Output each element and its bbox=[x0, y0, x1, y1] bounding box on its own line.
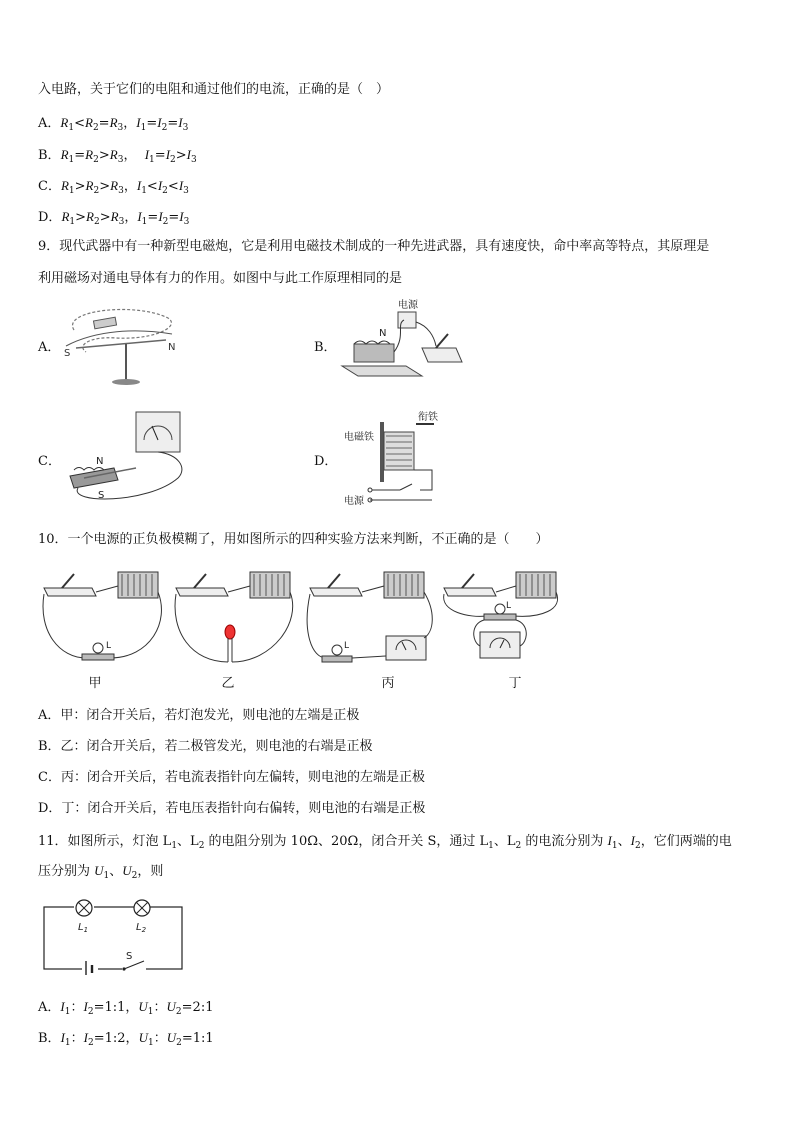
q9-option-c-letter: C． bbox=[38, 454, 61, 469]
q11-option-b: B．$I_1$：$I_2=1:2$，$U_1$：$U_2=1:1$ bbox=[38, 1030, 214, 1048]
q11-circuit-diagram bbox=[40, 895, 190, 975]
q10-option-a: A．甲：闭合开关后，若灯泡发光，则电池的左端是正极 bbox=[38, 708, 360, 723]
q10-caption-jia: 甲 bbox=[88, 676, 102, 691]
q8-option-c: C．$R_1>R_2>R_3$，$I_1<I_2<I_3$ bbox=[38, 178, 189, 196]
q10-figure-jia bbox=[40, 562, 166, 674]
q11-l1-label: $L_1$ bbox=[78, 922, 89, 934]
q10-bing-lamp-label: L bbox=[344, 641, 350, 651]
q9-fig-b-source-label: 电源 bbox=[398, 300, 418, 311]
q10-stem: 10．一个电源的正负极模糊了，用如图所示的四种实验方法来判断，不正确的是（ ） bbox=[38, 532, 549, 547]
q10-figure-bing bbox=[302, 562, 434, 674]
q9-option-b-letter: B． bbox=[314, 340, 337, 355]
q9-fig-a-n-label: N bbox=[168, 342, 176, 353]
q8-option-a: A．$R_1<R_2=R_3$，$I_1=I_2=I_3$ bbox=[38, 115, 189, 133]
q8-option-d: D．$R_1>R_2>R_3$，$I_1=I_2=I_3$ bbox=[38, 209, 190, 227]
q9-stem-line1: 9．现代武器中有一种新型电磁炮，它是利用电磁技术制成的一种先进武器，具有速度快，命中率高等特点，其原理是 bbox=[38, 239, 710, 254]
q9-fig-b-n-label: N bbox=[379, 328, 387, 339]
q9-figure-a bbox=[56, 300, 186, 392]
q10-ding-lamp-label: L bbox=[506, 601, 512, 611]
q11-switch-label: S bbox=[126, 951, 133, 962]
q10-caption-ding: 丁 bbox=[508, 676, 522, 691]
q10-option-c: C．丙：闭合开关后，若电流表指针向左偏转，则电池的左端是正极 bbox=[38, 770, 425, 785]
q8-stem-tail: 入电路，关于它们的电阻和通过他们的电流，正确的是（ ） bbox=[38, 82, 390, 97]
q9-option-d-letter: D． bbox=[314, 454, 338, 469]
q11-stem-line1: 11．如图所示，灯泡 $L_1$、$L_2$ 的电阻分别为 10Ω、20Ω，闭合开关 S，通过 $L_1$、$L_2$ 的电流分别为 $I_1$、$I_2$，它们两端的电 bbox=[38, 833, 732, 851]
q10-caption-bing: 丙 bbox=[381, 676, 395, 691]
q10-option-b: B．乙：闭合开关后，若二极管发光，则电池的右端是正极 bbox=[38, 739, 373, 754]
q11-stem-line2: 压分别为 $U_1$、$U_2$，则 bbox=[38, 863, 164, 881]
q11-option-a: A．$I_1$：$I_2=1:1$，$U_1$：$U_2=2:1$ bbox=[38, 999, 214, 1017]
q9-fig-c-s-label: S bbox=[98, 490, 105, 501]
q9-stem-line2: 利用磁场对通电导体有力的作用。如图中与此工作原理相同的是 bbox=[38, 271, 403, 286]
q10-jia-lamp-label: L bbox=[106, 641, 112, 651]
q10-option-d: D．丁：闭合开关后，若电压表指针向右偏转，则电池的右端是正极 bbox=[38, 801, 426, 816]
q8-option-b: B．$R_1=R_2>R_3$， $I_1=I_2>I_3$ bbox=[38, 147, 197, 165]
q10-figure-ding bbox=[440, 562, 566, 674]
q9-figure-d bbox=[340, 408, 450, 512]
q9-fig-d-magnet-label: 电磁铁 bbox=[344, 432, 374, 443]
q9-fig-a-s-label: S bbox=[64, 348, 71, 359]
q9-figure-b bbox=[336, 296, 466, 386]
q9-option-a-letter: A． bbox=[38, 340, 61, 355]
q9-figure-c bbox=[58, 408, 198, 504]
q9-fig-d-source-label: 电源 bbox=[344, 496, 364, 507]
q9-fig-c-n-label: N bbox=[96, 456, 104, 467]
q10-caption-yi: 乙 bbox=[221, 676, 235, 691]
q9-fig-d-armature-label: 衔铁 bbox=[418, 412, 438, 423]
q11-l2-label: $L_2$ bbox=[136, 922, 147, 934]
q10-figure-yi bbox=[172, 562, 298, 674]
